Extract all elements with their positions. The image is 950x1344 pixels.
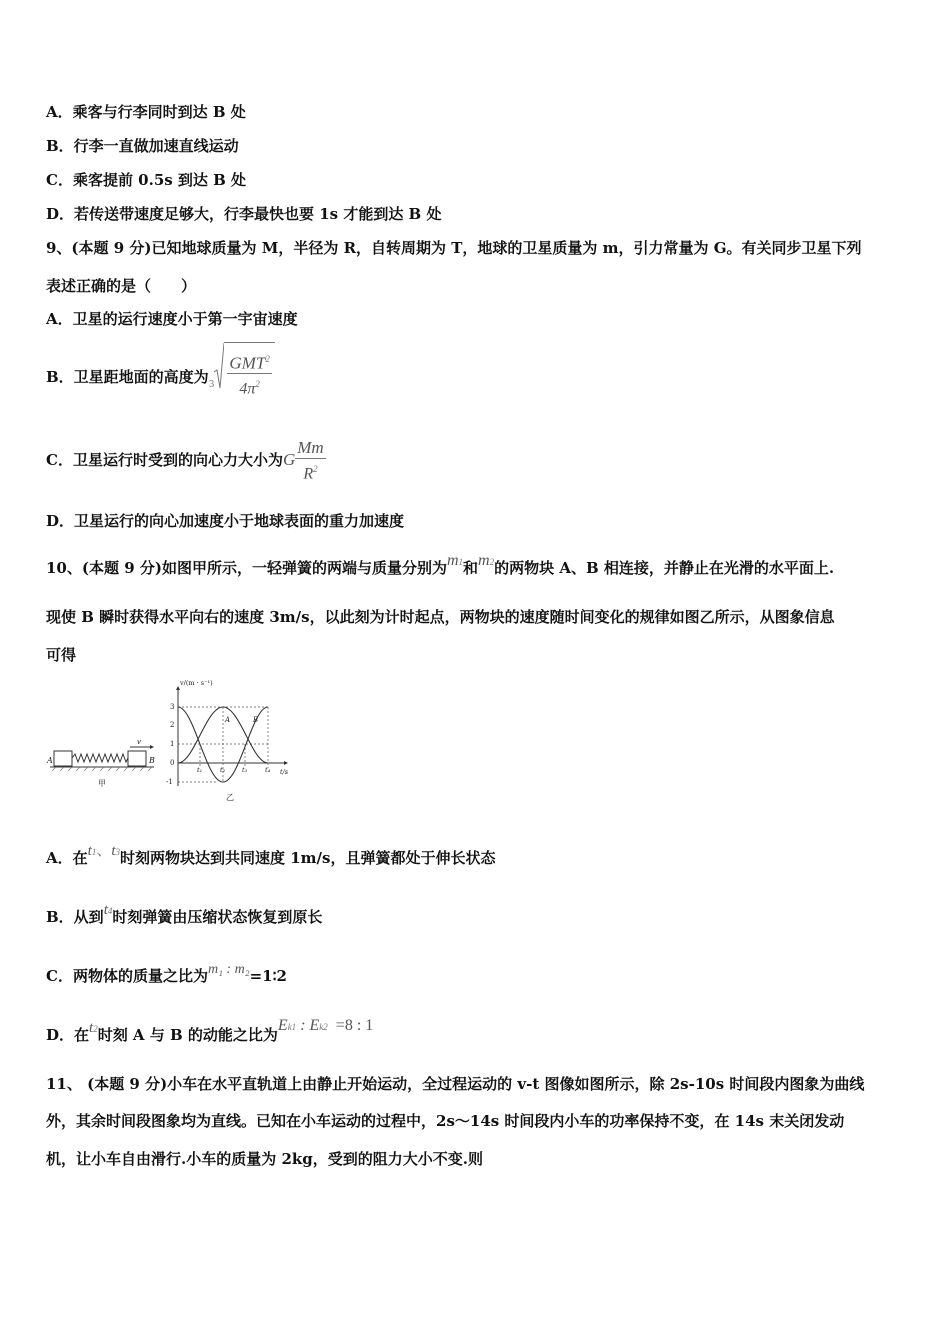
q10-option-a-post: 时刻两物块达到共同速度 1m/s，且弹簧都处于伸长状态 bbox=[120, 849, 496, 867]
y-axis-label: v/(m · s⁻¹) bbox=[180, 679, 213, 687]
q8-option-c: C．乘客提前 0.5s 到达 B 处 bbox=[46, 171, 247, 189]
t4-symbol: t bbox=[103, 902, 108, 918]
q9-option-b-text: B．卫星距地面的高度为 bbox=[46, 368, 209, 386]
radical-icon bbox=[214, 342, 224, 390]
q8-option-d: D．若传送带速度足够大，行李最快也要 1s 才能到达 B 处 bbox=[46, 205, 442, 223]
t1-symbol: t bbox=[87, 843, 92, 859]
radical-sign bbox=[209, 342, 225, 414]
q11-stem-line1: 11、 (本题 9 分)小车在水平直轨道上由静止开始运动，全过程运动的 v-t 图像如图所示，除 2s-10s 时间段内图象为曲线 bbox=[46, 1075, 865, 1093]
q10-stem-line3: 可得 bbox=[46, 646, 77, 664]
q9-stem-line2: 表述正确的是（ ） bbox=[46, 277, 197, 295]
q10-stem-line2: 现使 B 瞬时获得水平向右的速度 3m/s，以此刻为计时起点，两物块的速度随时间变化的规律如图乙所示，从图象信息 bbox=[46, 608, 835, 626]
q9-b-denominator: 4π bbox=[239, 380, 256, 398]
q10-option-d bbox=[46, 1017, 373, 1055]
t2-symbol: t bbox=[89, 1020, 94, 1036]
velocity-arrow-head-icon bbox=[150, 745, 154, 749]
q10-option-c bbox=[46, 958, 287, 996]
q10-a-t1 bbox=[88, 843, 97, 859]
q11-stem-line3: 机，让小车自由滑行.小车的质量为 2kg，受到的阻力大小不变.则 bbox=[46, 1150, 483, 1168]
ek-ratio-value: =8 : 1 bbox=[335, 1017, 374, 1034]
x-tick-label: t₃ bbox=[242, 766, 248, 774]
q10-stem-line1-b: 的两物块 A、B 相连接，并静止在光滑的水平面上. bbox=[494, 559, 835, 577]
block-a bbox=[54, 751, 72, 766]
q9-option-d: D．卫星运行的向心加速度小于地球表面的重力加速度 bbox=[46, 512, 405, 530]
q10-option-a-pre: A．在 bbox=[46, 849, 88, 867]
curve-b-label: B bbox=[253, 716, 259, 724]
y-tick-label: 2 bbox=[170, 721, 175, 729]
q10-option-d-pre: D．在 bbox=[46, 1026, 90, 1044]
block-b bbox=[128, 751, 146, 766]
velocity-label: v bbox=[137, 738, 141, 746]
block-a-label: A bbox=[47, 756, 53, 765]
q9-c-denominator-exp: 2 bbox=[313, 463, 318, 474]
q10-stem-line1-a: 10、(本题 9 分)如图甲所示，一轻弹簧的两端与质量分别为 bbox=[46, 559, 447, 577]
q9-option-c bbox=[46, 428, 326, 492]
q8-option-b: B．行李一直做加速直线运动 bbox=[46, 137, 239, 155]
x-tick-label: t₂ bbox=[220, 766, 226, 774]
y-tick-label: 3 bbox=[170, 703, 175, 711]
q9-c-numerator: Mm bbox=[297, 437, 324, 457]
figure-a-spring-system bbox=[46, 738, 155, 788]
t2-sub: 2 bbox=[93, 1024, 98, 1034]
t3-sub: 3 bbox=[115, 847, 120, 857]
curve-a-label: A bbox=[225, 716, 231, 724]
q9-stem-line1: 9、(本题 9 分)已知地球质量为 M，半径为 R，自转周期为 T，地球的卫星质量为 m，引力常量为 G。有关同步卫星下列 bbox=[46, 239, 862, 257]
figure-b-vt-graph bbox=[166, 679, 289, 802]
q10-option-d-mid: 时刻 A 与 B 的动能之比为 bbox=[97, 1026, 278, 1044]
q10-d-energy-ratio bbox=[278, 1017, 373, 1034]
q10-m1-symbol: m bbox=[446, 552, 459, 569]
q10-m1-sub: 1 bbox=[458, 557, 464, 567]
q10-m2-symbol: m bbox=[478, 552, 490, 569]
ek-colon: : E bbox=[296, 1017, 320, 1034]
q10-option-a bbox=[46, 840, 495, 878]
q10-a-separator: 、 bbox=[96, 841, 112, 859]
q10-option-b-pre: B．从到 bbox=[46, 908, 104, 926]
q10-a-t3 bbox=[111, 843, 120, 859]
block-b-label: B bbox=[149, 756, 155, 765]
q9-b-denominator-exp: 2 bbox=[255, 379, 260, 390]
y-tick-label: 0 bbox=[170, 759, 175, 767]
t1-sub: 1 bbox=[91, 847, 97, 857]
q10-figure bbox=[46, 676, 306, 802]
t4-sub: 4 bbox=[107, 906, 113, 916]
ek1-sub: k1 bbox=[287, 1022, 297, 1032]
q10-d-t2 bbox=[89, 1020, 98, 1036]
q8-option-a: A．乘客与行李同时到达 B 处 bbox=[46, 103, 246, 121]
x-axis-label: t/s bbox=[280, 768, 289, 776]
y-tick-label: -1 bbox=[166, 778, 173, 786]
q10-m1 bbox=[447, 552, 463, 569]
q10-m2-sub: 2 bbox=[489, 557, 495, 567]
q9-b-numerator: GMT bbox=[229, 353, 266, 373]
q9-option-c-text: C．卫星运行时受到的向心力大小为 bbox=[46, 451, 283, 469]
q10-and: 和 bbox=[463, 559, 479, 577]
q10-option-c-pre: C．两物体的质量之比为 bbox=[46, 967, 208, 985]
q11-stem-line2: 外，其余时间段图象均为直线。已知在小车运动的过程中，2s～14s 时间段内小车的功率保持不变，在 14s 末关闭发动 bbox=[46, 1112, 845, 1130]
figure-a-caption: 甲 bbox=[98, 779, 106, 788]
q10-c-mass-ratio: m₁ : m₂ bbox=[207, 962, 250, 977]
q9-c-denominator: R bbox=[303, 465, 314, 483]
ek2-sub: k2 bbox=[319, 1022, 328, 1032]
q9-option-b-cube-root bbox=[209, 342, 275, 414]
x-tick-label: t₁ bbox=[197, 766, 203, 774]
q9-b-numerator-exp: 2 bbox=[265, 353, 270, 364]
q10-option-b bbox=[46, 899, 322, 937]
q10-stem-line1 bbox=[46, 552, 835, 582]
q10-m2 bbox=[478, 552, 494, 569]
q10-b-t4 bbox=[104, 902, 113, 918]
q10-option-c-post: =1∶2 bbox=[249, 967, 287, 985]
t3-symbol: t bbox=[111, 843, 116, 859]
spring bbox=[72, 754, 128, 762]
ground-hatch bbox=[52, 767, 152, 771]
q9-option-b bbox=[46, 342, 275, 414]
x-tick-label: t₄ bbox=[265, 766, 271, 774]
q9-option-a: A．卫星的运行速度小于第一宇宙速度 bbox=[46, 310, 298, 328]
figure-b-caption: 乙 bbox=[226, 793, 234, 802]
q10-option-b-post: 时刻弹簧由压缩状态恢复到原长 bbox=[112, 908, 323, 926]
y-tick-label: 1 bbox=[170, 740, 175, 748]
ek-symbol: E bbox=[277, 1017, 288, 1034]
x-axis-arrow-icon bbox=[284, 761, 288, 765]
q9-c-gravity-const: G bbox=[282, 450, 296, 469]
root-index: 3 bbox=[208, 380, 215, 390]
